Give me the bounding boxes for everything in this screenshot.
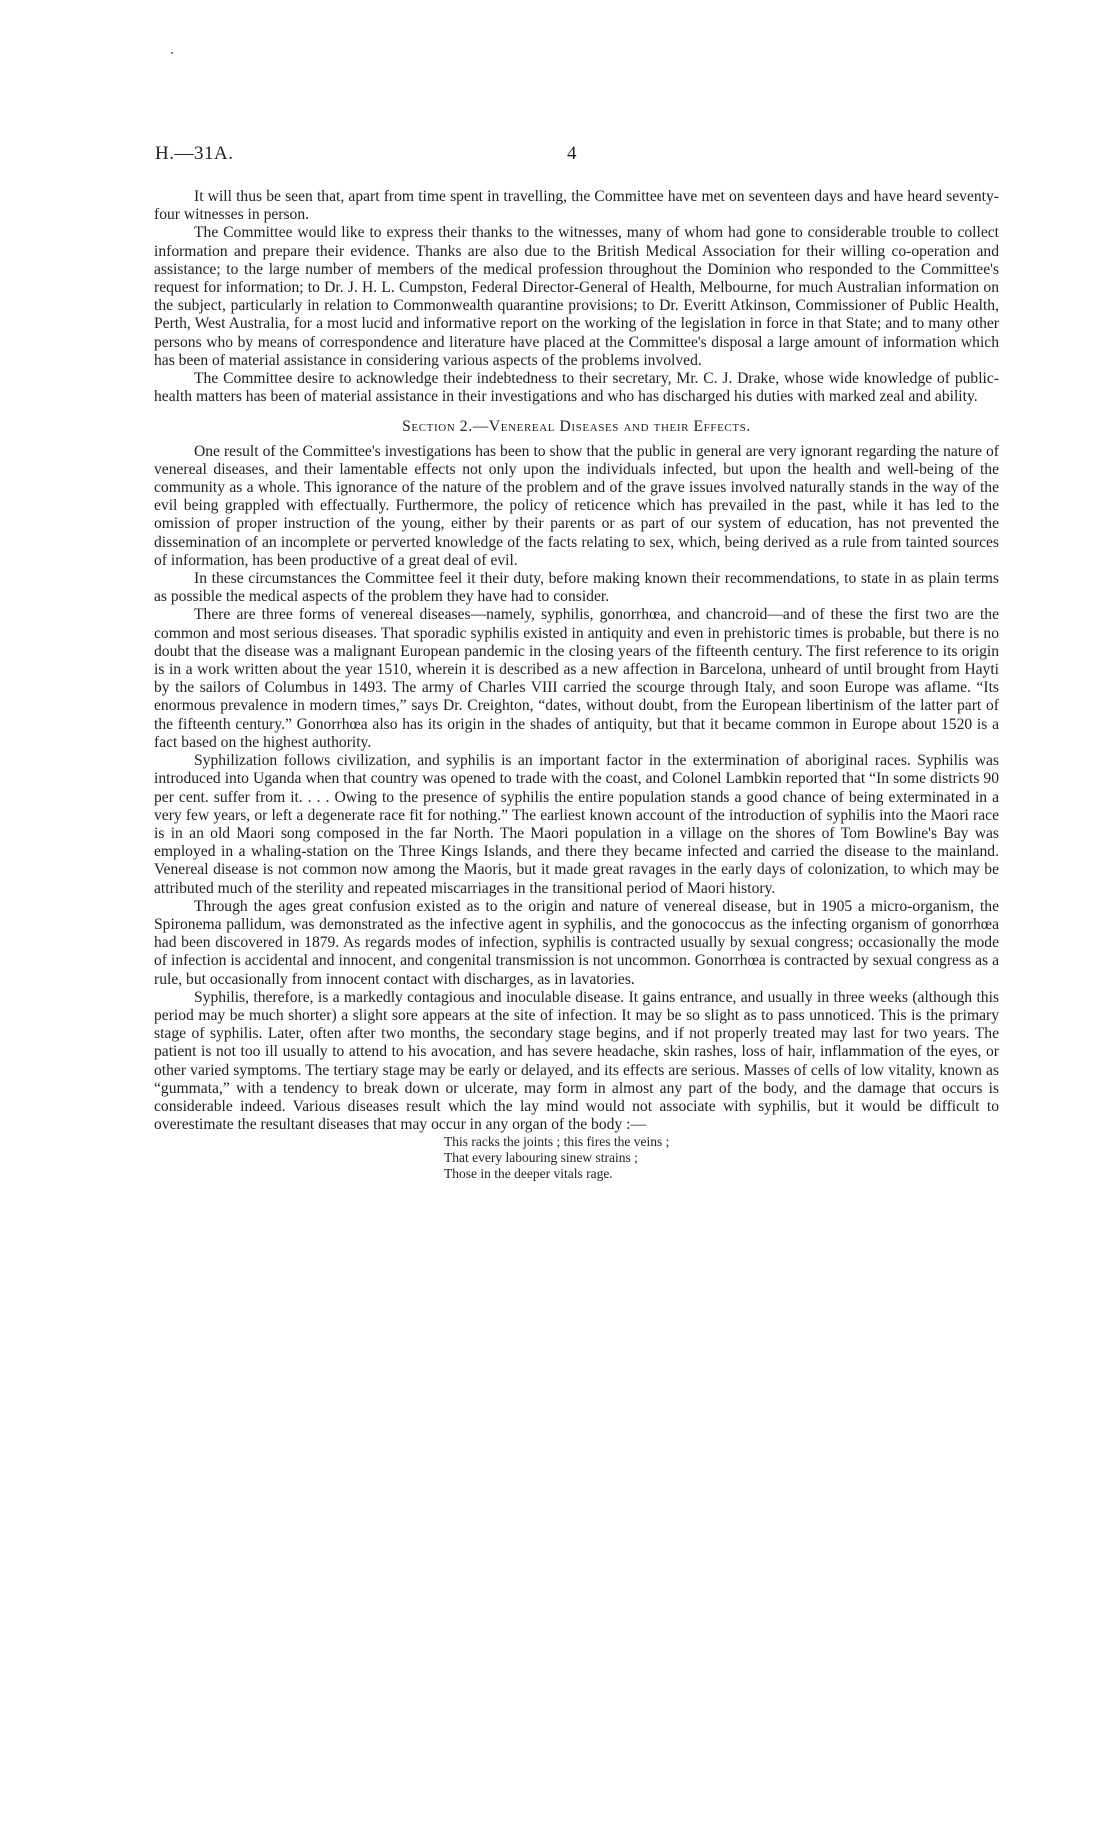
verse-line: This racks the joints ; this fires the veins ; [444, 1134, 670, 1150]
verse-line: Those in the deeper vitals rage. [444, 1166, 613, 1182]
paragraph-public-ignorance: One result of the Committee's investigations has been to show that the public in general are very ignorant regarding the nature of venereal diseases, and their lamentable effects not only upon the individuals infected, but upon the health and well-being of the community as a whole. This ignorance of the nature of the problem and of the grave issues involved naturally stands in the way of the evil being grappled with effectually. Furthermore, the policy of reticence which has prevailed in the past, while it has led to the omission of proper instruction of the young, either by their parents or as part of our system of education, has not prevented the dissemination of an incomplete or perverted knowledge of the facts relating to sex, which, being derived as a rule from tainted sources of information, has been productive of a great deal of evil. [154, 442, 999, 569]
page-number: 4 [567, 143, 577, 164]
paragraph-thanks: The Committee would like to express their thanks to the witnesses, many of whom had gone to considerable trouble to collect information and prepare their evidence. Thanks are also due to the British Medical Association for their willing co-operation and assistance; to the large number of members of the medical profession throughout the Dominion who responded to the Committee's request for information; to Dr. J. H. L. Cumpston, Federal Director-General of Health, Melbourne, for much Australian information on the subject, particularly in relation to Commonwealth quarantine provisions; to Dr. Everitt Atkinson, Commissioner of Public Health, Perth, West Australia, for a most lucid and informative report on the working of the legislation in force in that State; and to many other persons who by means of correspondence and literature have placed at the Committee's disposal a large amount of information which has been of material assistance in considering various aspects of the problems involved. [154, 224, 999, 369]
paragraph-three-forms: There are three forms of venereal diseases—namely, syphilis, gonorrhœa, and chancroid—and of these the first two are the common and most serious diseases. That sporadic syphilis existed in antiquity and even in prehistoric times is probable, but there is no doubt that the disease was a malignant European pandemic in the closing years of the fifteenth century. The first reference to its origin is in a work written about the year 1510, wherein it is described as a new affection in Barcelona, unheard of until brought from Hayti by the sailors of Columbus in 1493. The army of Charles VIII carried the scourge through Italy, and soon Europe was aflame. “Its enormous prevalence in modern times,” says Dr. Creighton, “dates, without doubt, from the European libertinism of the latter part of the fifteenth century.” Gonorrhœa also has its origin in the shades of antiquity, but that it became common in Europe about 1520 is a fact based on the highest authority. [154, 606, 999, 751]
paragraph-circumstances: In these circumstances the Committee feel it their duty, before making known their recommendations, to state in as plain terms as possible the medical aspects of the problem they have had to consider. [154, 570, 999, 606]
verse-line: That every labouring sinew strains ; [444, 1150, 638, 1166]
paragraph-confusion: Through the ages great confusion existed as to the origin and nature of venereal disease, but in 1905 a micro-organism, the Spironema pallidum, was demonstrated as the infective agent in syphilis, and the gonococcus as the infecting organism of gonorrhœa had been discovered in 1879. As regards modes of infection, syphilis is contracted usually by sexual congress; occasionally the mode of infection is accidental and innocent, and congenital transmission is not uncommon. Gonorrhœa is contracted by sexual congress as a rule, but occasionally from innocent contact with discharges, as in lavatories. [154, 897, 999, 988]
page-header [155, 143, 1000, 167]
body-text [154, 188, 999, 1182]
paragraph-contagious: Syphilis, therefore, is a markedly contagious and inoculable disease. It gains entrance, and usually in three weeks (although this period may be much shorter) a slight sore appears at the site of infection. It may be so slight as to pass unnoticed. This is the primary stage of syphilis. Later, often after two months, the secondary stage begins, and if not properly treated may last for two years. The patient is not too ill usually to attend to his avocation, and has severe headache, skin rashes, loss of hair, inflammation of the eyes, or other varied symptoms. The tertiary stage may be early or delayed, and its effects are serious. Masses of cells of low vitality, known as “gummata,” with a tendency to break down or ulcerate, may form in almost any part of the body, and the damage that occurs is considerable indeed. Various diseases result which the lay mind would not associate with syphilis, but it would be difficult to overestimate the resultant diseases that may occur in any organ of the body :— [154, 988, 999, 1134]
paragraph-time-spent: It will thus be seen that, apart from time spent in travelling, the Committee have met on seventeen days and have heard seventy-four witnesses in person. [154, 188, 999, 224]
section-heading: Section 2.—Venereal Diseases and their Effects. [402, 418, 751, 436]
document-reference: H.—31A. [155, 143, 234, 164]
print-speck [171, 52, 173, 54]
paragraph-secretary: The Committee desire to acknowledge their indebtedness to their secretary, Mr. C. J. Drake, whose wide knowledge of public-health matters has been of material assistance in their investigations and who has discharged his duties with marked zeal and ability. [154, 370, 999, 406]
verse-quotation [444, 1134, 999, 1182]
paragraph-syphilization: Syphilization follows civilization, and syphilis is an important factor in the extermination of aboriginal races. Syphilis was introduced into Uganda when that country was opened to trade with the coast, and Colonel Lambkin reported that “In some districts 90 per cent. suffer from it. . . . Owing to the presence of syphilis the entire population stands a good chance of being exterminated in a very few years, or left a degenerate race fit for nothing.” The earliest known account of the introduction of syphilis into the Maori race is in an old Maori song composed in the far North. The Maori population in a village on the shores of Tom Bowline's Bay was employed in a whaling-station on the Three Kings Islands, and there they became infected and carried the disease to the mainland. Venereal disease is not common now among the Maoris, but it made great ravages in the early days of colonization, to which may be attributed much of the sterility and repeated miscarriages in the transitional period of Maori history. [154, 752, 999, 897]
